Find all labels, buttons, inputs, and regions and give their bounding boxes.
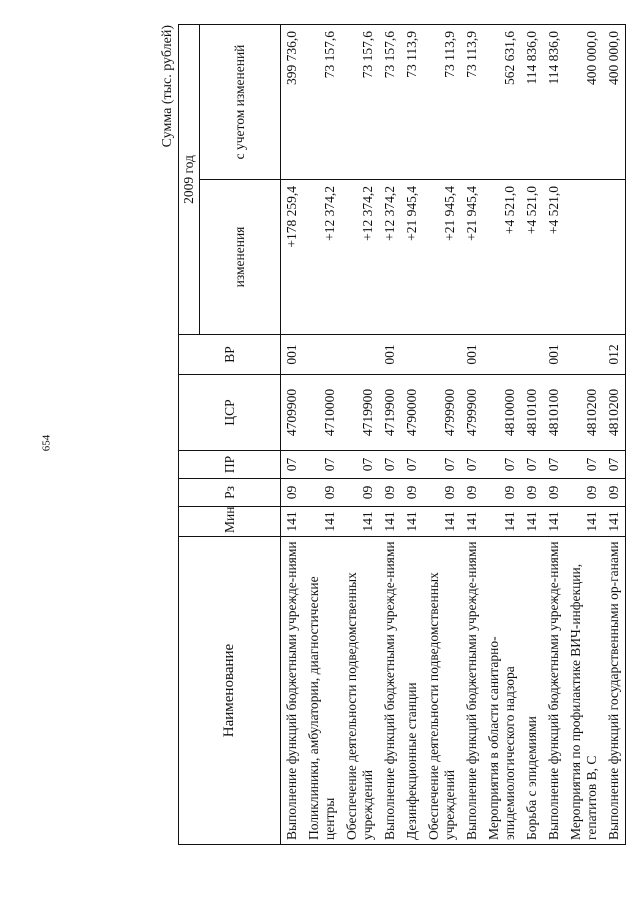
page-number: 654 — [40, 434, 53, 452]
row-min: 141 — [565, 507, 603, 537]
row-min: 141 — [603, 507, 626, 537]
row-change: +12 374,2 — [303, 180, 341, 335]
row-pr: 07 — [565, 451, 603, 479]
row-name: Дезинфекционные станции — [401, 537, 423, 845]
row-rz: 09 — [303, 479, 341, 507]
row-csr: 4710000 — [303, 375, 341, 451]
row-change: +12 374,2 — [341, 180, 379, 335]
table-row — [379, 25, 401, 845]
row-change: +4 521,0 — [543, 180, 565, 335]
table-row — [521, 25, 543, 845]
row-rz: 09 — [401, 479, 423, 507]
row-min: 141 — [543, 507, 565, 537]
row-rz: 09 — [603, 479, 626, 507]
row-csr: 4719900 — [341, 375, 379, 451]
table-body — [281, 25, 626, 845]
row-change: +21 945,4 — [401, 180, 423, 335]
table-row — [401, 25, 423, 845]
row-name: Выполнение функций бюджетными учрежде-ниями — [379, 537, 401, 845]
header-csr: ЦСР — [179, 375, 281, 451]
row-rz: 09 — [281, 479, 304, 507]
row-pr: 07 — [423, 451, 461, 479]
table-row — [341, 25, 379, 845]
row-pr: 07 — [379, 451, 401, 479]
row-csr: 4799900 — [461, 375, 483, 451]
row-vr — [341, 335, 379, 375]
row-pr: 07 — [303, 451, 341, 479]
row-total: 400 000,0 — [603, 25, 626, 180]
row-total: 114 836,0 — [543, 25, 565, 180]
table-row — [461, 25, 483, 845]
row-name: Обеспечение деятельности подведомственных учреждений — [423, 537, 461, 845]
row-vr — [423, 335, 461, 375]
row-pr: 07 — [603, 451, 626, 479]
row-total: 399 736,0 — [281, 25, 304, 180]
row-change: +21 945,4 — [461, 180, 483, 335]
row-total: 114 836,0 — [521, 25, 543, 180]
row-name: Мероприятия по профилактике ВИЧ-инфекции, гепатитов В, С — [565, 537, 603, 845]
row-name: Выполнение функций бюджетными учрежде-ниями — [461, 537, 483, 845]
row-csr: 4709900 — [281, 375, 304, 451]
row-min: 141 — [341, 507, 379, 537]
header-with-changes: с учетом изменений — [200, 25, 281, 180]
row-change: +4 521,0 — [483, 180, 521, 335]
row-pr: 07 — [401, 451, 423, 479]
row-name: Поликлиники, амбулатории, диагностические центры — [303, 537, 341, 845]
row-min: 141 — [521, 507, 543, 537]
row-change: +4 521,0 — [521, 180, 543, 335]
budget-table — [178, 24, 626, 845]
row-total: 73 113,9 — [423, 25, 461, 180]
row-csr: 4810000 — [483, 375, 521, 451]
row-name: Выполнение функций бюджетными учрежде-ниями — [543, 537, 565, 845]
row-min: 141 — [281, 507, 304, 537]
table-row — [483, 25, 521, 845]
row-name: Борьба с эпидемиями — [521, 537, 543, 845]
row-change: +21 945,4 — [423, 180, 461, 335]
header-name: Наименование — [179, 537, 281, 845]
row-change — [603, 180, 626, 335]
row-pr: 07 — [281, 451, 304, 479]
row-csr: 4810200 — [603, 375, 626, 451]
row-min: 141 — [423, 507, 461, 537]
row-min: 141 — [401, 507, 423, 537]
row-change: +12 374,2 — [379, 180, 401, 335]
row-rz: 09 — [565, 479, 603, 507]
table-row — [303, 25, 341, 845]
row-vr — [401, 335, 423, 375]
row-vr: 012 — [603, 335, 626, 375]
header-vr: ВР — [179, 335, 281, 375]
row-pr: 07 — [341, 451, 379, 479]
row-csr: 4810200 — [565, 375, 603, 451]
row-total: 400 000,0 — [565, 25, 603, 180]
header-change: изменения — [200, 180, 281, 335]
row-total: 73 113,9 — [401, 25, 423, 180]
row-vr — [565, 335, 603, 375]
row-min: 141 — [461, 507, 483, 537]
row-pr: 07 — [483, 451, 521, 479]
row-rz: 09 — [341, 479, 379, 507]
row-change: +178 259,4 — [281, 180, 304, 335]
unit-label: Сумма (тыс. рублей) — [160, 25, 175, 148]
row-vr — [303, 335, 341, 375]
row-vr — [521, 335, 543, 375]
header-year: 2009 год — [179, 25, 200, 335]
row-csr: 4719900 — [379, 375, 401, 451]
row-name: Выполнение функций государственными ор-ганами — [603, 537, 626, 845]
table-row — [281, 25, 304, 845]
row-name: Обеспечение деятельности подведомственных учреждений — [341, 537, 379, 845]
row-csr: 4799900 — [423, 375, 461, 451]
row-pr: 07 — [521, 451, 543, 479]
row-rz: 09 — [379, 479, 401, 507]
row-csr: 4810100 — [543, 375, 565, 451]
row-total: 73 113,9 — [461, 25, 483, 180]
row-min: 141 — [483, 507, 521, 537]
row-min: 141 — [303, 507, 341, 537]
table-row — [565, 25, 603, 845]
row-total: 73 157,6 — [341, 25, 379, 180]
row-vr: 001 — [281, 335, 304, 375]
rotated-page-content — [160, 25, 621, 845]
row-total: 73 157,6 — [379, 25, 401, 180]
row-vr: 001 — [543, 335, 565, 375]
row-pr: 07 — [461, 451, 483, 479]
row-rz: 09 — [543, 479, 565, 507]
row-csr: 4810100 — [521, 375, 543, 451]
row-total: 73 157,6 — [303, 25, 341, 180]
header-min: Мин — [179, 507, 281, 537]
row-name: Выполнение функций бюджетными учрежде-ниями — [281, 537, 304, 845]
table-row — [603, 25, 626, 845]
row-vr: 001 — [379, 335, 401, 375]
header-rz: Рз — [179, 479, 281, 507]
row-name: Мероприятия в области санитарно-эпидемиологического надзора — [483, 537, 521, 845]
row-pr: 07 — [543, 451, 565, 479]
row-total: 562 631,6 — [483, 25, 521, 180]
table-header — [179, 25, 281, 845]
row-vr — [483, 335, 521, 375]
row-rz: 09 — [521, 479, 543, 507]
table-row — [423, 25, 461, 845]
row-rz: 09 — [461, 479, 483, 507]
row-csr: 4790000 — [401, 375, 423, 451]
row-min: 141 — [379, 507, 401, 537]
header-pr: ПР — [179, 451, 281, 479]
row-vr: 001 — [461, 335, 483, 375]
table-row — [543, 25, 565, 845]
row-rz: 09 — [483, 479, 521, 507]
row-change — [565, 180, 603, 335]
row-rz: 09 — [423, 479, 461, 507]
